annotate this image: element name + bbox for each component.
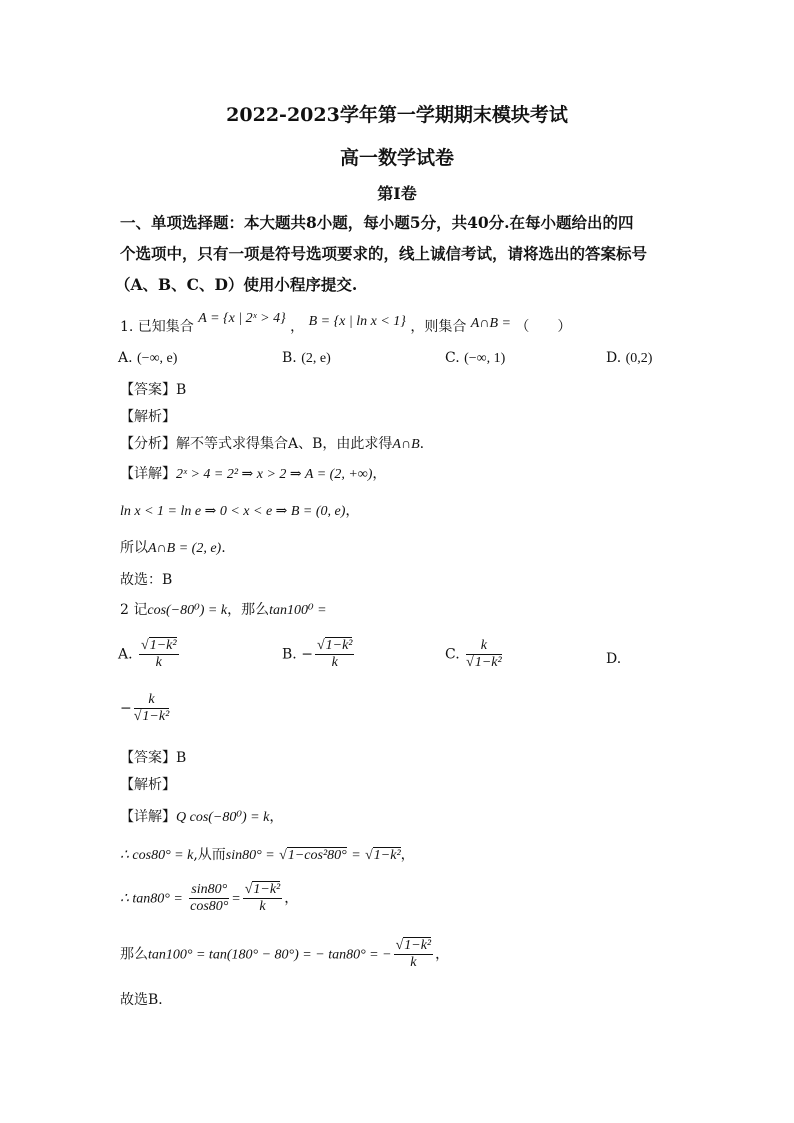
q2-option-d: D.	[606, 651, 622, 667]
q1-option-a-value: (−∞, e)	[137, 351, 178, 366]
volume-label: 第I卷	[377, 184, 417, 203]
q2-option-c-radicand: 1−k²	[474, 655, 502, 671]
q2-line4-pre: 那么	[120, 946, 148, 963]
q1-sep: ，	[290, 319, 305, 335]
q2-line2-end: ，	[400, 847, 415, 863]
q1-detail1-end: ，	[372, 466, 387, 482]
q1-option-d-label: D.	[606, 350, 622, 366]
q2-option-c-fraction: $\frac{k}{\text{√1−k²}}$	[466, 638, 502, 671]
q2-line4-radicand: 1−k²	[404, 938, 432, 953]
q1-option-c-label: C.	[445, 350, 460, 366]
q2-option-c-label: C.	[445, 646, 460, 663]
q2-option-d-radicand: 1−k²	[142, 709, 170, 725]
q1-detail1-expr: 2ˣ > 4 = 2² ⇒ x > 2 ⇒ A = (2, +∞)	[176, 467, 373, 482]
q2-stem-b: ，那么	[227, 602, 270, 618]
q1-answer: 【答案】B	[120, 382, 187, 398]
q1-set-a: A = {x | 2ˣ > 4}	[198, 311, 286, 326]
paper-subtitle: 高一数学试卷	[339, 147, 454, 169]
q2-option-b-fraction: $\frac{\text{√1−k²}}{k}$	[316, 638, 353, 671]
q2-line2-pre: ∴ cos80° = k	[120, 848, 194, 863]
q2-option-b-radicand: 1−k²	[325, 638, 353, 653]
q2-answer: 【答案】B	[120, 750, 187, 766]
q2-line3-num: sin80°	[189, 882, 229, 899]
q2-option-b	[282, 638, 356, 671]
q2-detail-2: ∴ cos80° = k,从而sin80° = √1−cos²80° = √1−k²，	[120, 847, 415, 863]
q2-detail-1	[120, 806, 283, 826]
q2-line3-eq: =	[231, 891, 241, 907]
q1-detail-1	[120, 463, 386, 483]
q2-option-b-den: k	[331, 655, 338, 671]
q2-line3-fraction2: $\frac{\text{√1−k²}}{k}$	[244, 882, 281, 915]
q2-line4-expr: tan100° = tan(180° − 80°) = − tan80° = −	[148, 947, 392, 963]
q2-line3-den2: k	[259, 899, 266, 915]
q2-line2-radicand: 1−cos²80°	[287, 848, 347, 863]
section-instruction-line2: 个选项中，只有一项是符号选项要求的，线上诚信考试，请将选出的答案标号	[120, 244, 648, 263]
q2-line2-eq: =	[351, 848, 361, 863]
q1-ask: A∩B =	[470, 316, 511, 331]
q2-line4-end: ，	[435, 946, 450, 963]
q2-detail-4	[120, 938, 449, 971]
question-1-stem	[120, 311, 572, 336]
q1-option-d-value: (0,2)	[625, 351, 653, 366]
q1-stem-a: 1. 已知集合	[120, 319, 194, 335]
q2-line3-fraction1	[189, 882, 229, 915]
question-2-stem	[120, 599, 327, 619]
q2-line2-mid: ,从而	[193, 847, 226, 863]
q2-detail1-end: ，	[269, 809, 284, 825]
q1-detail2-end: ，	[345, 503, 360, 519]
q1-option-a	[118, 350, 177, 367]
q2-choose: 故选B．	[120, 992, 173, 1008]
q2-line3-radicand: 1−k²	[253, 882, 281, 897]
q2-line2-expr: sin80° =	[225, 848, 275, 863]
exam-title: 2022-2023学年第一学期期末模块考试	[226, 104, 568, 126]
q1-option-b-value: (2, e)	[301, 351, 331, 366]
q1-option-b	[282, 350, 331, 367]
section-instruction-line3: （A、B、C、D）使用小程序提交.	[115, 275, 358, 294]
q2-stem-a: 2 记	[120, 602, 148, 618]
q1-so-end: .	[221, 540, 226, 556]
q2-option-a-den: k	[155, 655, 162, 671]
q2-option-d-num: k	[134, 692, 170, 709]
q2-detail1-expr: Q cos(−80⁰) = k	[176, 810, 270, 825]
q2-option-b-sign: −	[301, 646, 313, 663]
q1-option-d	[606, 350, 652, 367]
q2-option-b-label: B.	[282, 646, 297, 663]
q1-detail-2	[120, 500, 359, 520]
q2-condition: cos(−80⁰) = k	[147, 603, 228, 618]
q2-line3-pre: ∴ tan80° =	[120, 891, 183, 907]
q1-detail2-expr: ln x < 1 = ln e ⇒ 0 < x < e ⇒ B = (0, e)	[120, 504, 346, 519]
q1-option-b-label: B.	[282, 350, 297, 366]
q2-ask: tan100⁰ =	[269, 603, 327, 618]
q2-option-c	[445, 638, 504, 671]
q2-line4-fraction: $\frac{\text{√1−k²}}{k}$	[395, 938, 432, 971]
q1-option-a-label: A.	[118, 350, 133, 366]
q1-option-c	[445, 350, 505, 367]
q2-line4-den: k	[410, 955, 417, 971]
q1-choose: 故选：B	[120, 572, 173, 588]
q2-detail-3	[120, 882, 298, 915]
q1-option-c-value: (−∞, 1)	[464, 351, 506, 366]
q2-option-c-num: k	[466, 638, 502, 655]
q1-so: 所以	[120, 540, 148, 556]
q1-paren: （ ）	[515, 319, 572, 335]
q2-option-d-sign: −	[120, 700, 132, 717]
q1-so-expr: A∩B = (2, e)	[148, 541, 222, 556]
q2-option-a-label: A.	[118, 646, 133, 663]
q1-fenxi-text: 【分析】解不等式求得集合A、B，由此求得	[120, 436, 393, 452]
q2-option-a-fraction: $\frac{\text{√1−k²}}{k}$	[141, 638, 177, 671]
q2-detail-label: 【详解】	[120, 809, 176, 825]
q2-option-a	[118, 638, 181, 671]
q2-line2-radicand2: 1−k²	[373, 848, 401, 863]
q1-fenxi-end: .	[419, 436, 425, 452]
q2-option-d-value	[120, 692, 171, 725]
q2-line3-den: cos80°	[190, 899, 229, 915]
q2-option-d-fraction: $\frac{k}{\text{√1−k²}}$	[133, 692, 170, 725]
q1-analysis-label: 【解析】	[120, 409, 176, 425]
section-instruction-line1: 一、单项选择题：本大题共8小题，每小题5分，共40分.在每小题给出的四	[120, 213, 634, 232]
q1-set-b: B = {x | ln x < 1}	[308, 314, 406, 329]
q1-detail-label: 【详解】	[120, 466, 176, 482]
q1-fenxi	[120, 433, 424, 453]
q2-option-a-radicand: 1−k²	[149, 638, 177, 653]
q1-conclusion	[120, 537, 226, 557]
q2-analysis-label: 【解析】	[120, 777, 176, 793]
q2-line3-end: ，	[284, 890, 299, 907]
q1-stem-b: ，则集合	[410, 319, 467, 335]
q1-fenxi-expr: A∩B	[392, 437, 420, 452]
